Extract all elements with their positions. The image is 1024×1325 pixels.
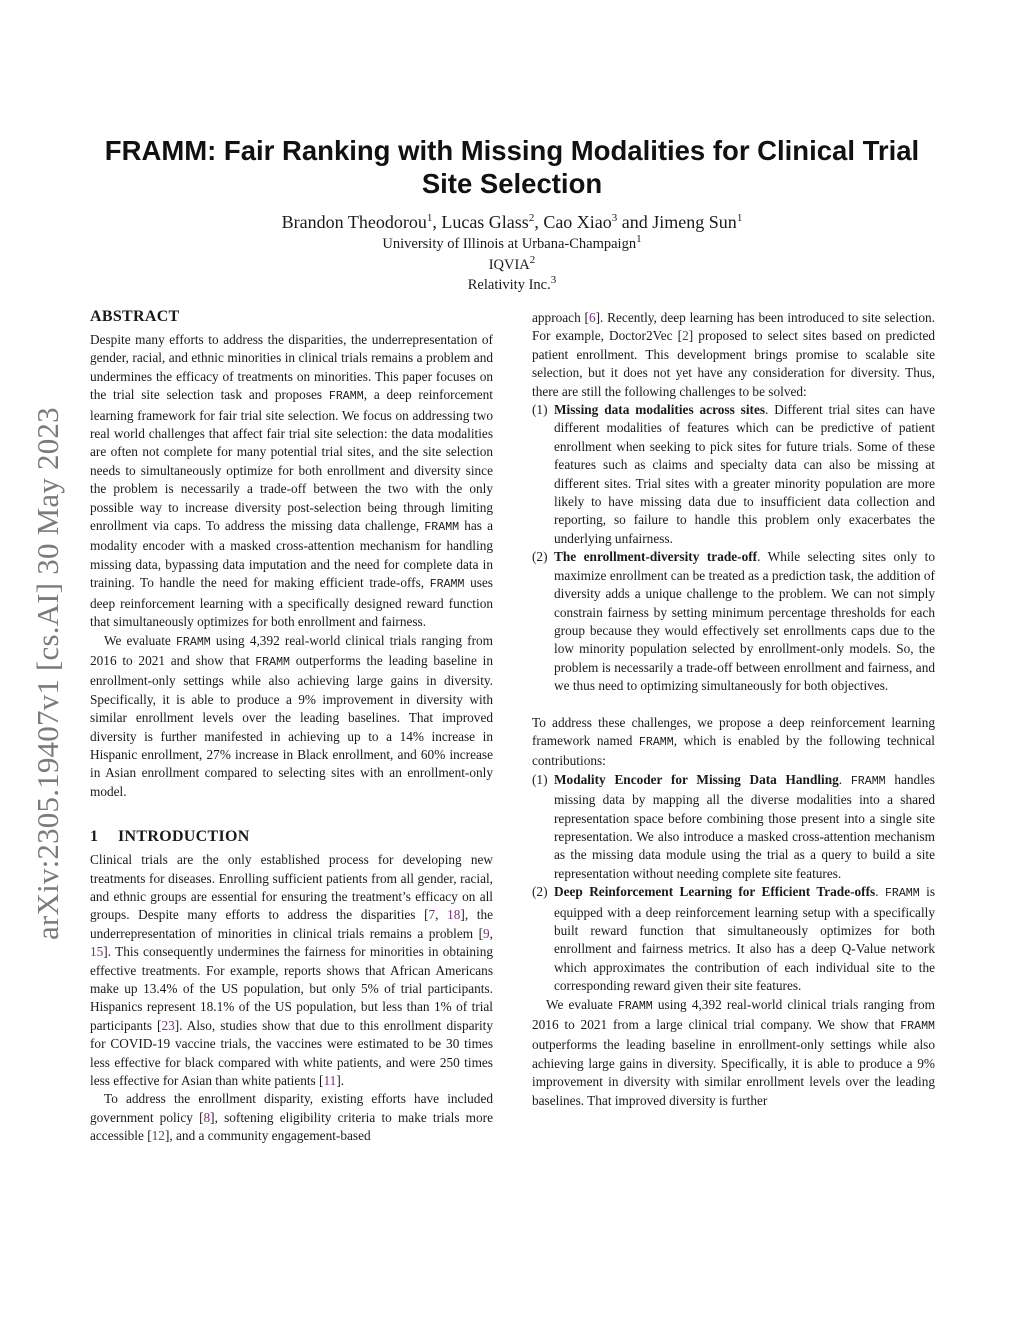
text-run: , xyxy=(489,925,493,941)
text-run: using 4,392 real-world clinical trials ranging from 2016 to 2021 from a large clinical trial company. We show that xyxy=(532,996,935,1033)
list-item-title: Modality Encoder for Missing Data Handling xyxy=(554,771,839,787)
affiliation xyxy=(80,235,944,253)
list-label: (1) xyxy=(532,402,548,418)
method-name: FRAMM xyxy=(617,999,653,1013)
method-name: FRAMM xyxy=(429,578,465,592)
list-item xyxy=(532,548,935,695)
introduction-heading xyxy=(90,827,493,847)
text-run: . Different trial sites can have different modalities of features which can be predictive of patient enrollment when seeking to pick sites for future trials. Some of these features such as claims and specialty data can also be missing at different sites. Trial sites with a greater minority population are more likely to have missing data due to insufficient data collection and reporting, so failure to handle this problem only exacerbates the underlying unfairness. xyxy=(554,402,935,546)
text-run: To address these challenges, we propose a deep reinforcement learning framework named xyxy=(532,714,935,748)
author-affiliation-mark: 1 xyxy=(736,212,743,224)
affiliation-name: Relativity Inc. xyxy=(467,277,551,293)
author-affiliation-mark: 2 xyxy=(528,212,535,224)
introduction-paragraph xyxy=(90,851,493,1090)
text-run: handles missing data by mapping all the diverse modalities into a shared representation space before combining those present into a single site representation. We also introduce a masked cross-attention mechanism as the missing data module using the trial as a query to build a site representation without needing complete site features. xyxy=(554,771,935,881)
text-run: ] proposed to select sites based on predicted patient enrollment. This development brings promise to scalable site selection, but it does not yet have any consideration for diversity. Thus, there are still the following challenges to be solved: xyxy=(532,328,936,399)
author-name: Lucas Glass xyxy=(441,212,529,232)
challenge-list xyxy=(532,401,935,696)
affiliation xyxy=(80,256,944,274)
citation-link[interactable]: 7 xyxy=(428,907,436,923)
left-column xyxy=(90,307,493,1146)
affiliation-name: University of Illinois at Urbana-Champaign xyxy=(382,236,637,252)
arxiv-identifier: arXiv:2305.19407v1 [cs.AI] 30 May 2023 xyxy=(30,407,65,940)
citation-link[interactable]: 2 xyxy=(682,328,689,344)
method-name: FRAMM xyxy=(255,655,290,669)
text-run: ], and a community engagement-based xyxy=(164,1128,371,1144)
list-item-title: Deep Reinforcement Learning for Efficient Trade-offs xyxy=(554,884,876,900)
paper-title-line-1: FRAMM: Fair Ranking with Missing Modalities for Clinical Trial xyxy=(104,135,920,166)
method-name: FRAMM xyxy=(424,521,460,535)
citation-link[interactable]: 18 xyxy=(447,907,461,923)
text-run: Clinical trials are the only established process for developing new treatments for diseases. Enrolling sufficient patients from all gender, racial, and ethnic groups are essential for ensuring the treatment’s efficacy on all groups. Despite many efforts to address the disparities [ xyxy=(90,852,493,923)
text-run: We evaluate xyxy=(104,632,176,648)
text-run: We evaluate xyxy=(546,996,618,1012)
right-column xyxy=(532,309,935,1110)
text-run: To address the enrollment disparity, existing efforts have included government policy [ xyxy=(90,1091,493,1125)
text-run: , a deep reinforcement learning framework for fair trial site selection. We focus on addressing two real world challenges that affect fair trial site selection: the data modalities are often not complete for many potential trial sites, and the site selection needs to simultaneously optimize for both enrollment and diversity since the problem is necessarily a trade-off between the two with the only possible way to increase diversity post-selection being through limiting enrollment via caps. To address the missing data challenge, xyxy=(90,387,493,534)
section-title: INTRODUCTION xyxy=(118,828,250,846)
author-separator: and xyxy=(617,212,653,232)
body-paragraph xyxy=(532,714,935,771)
paper-title xyxy=(80,134,944,200)
method-name: FRAMM xyxy=(328,390,364,404)
author-name: Jimeng Sun xyxy=(652,212,737,232)
text-run: ]. This consequently undermines the fairness for minorities in obtaining effective treatments. For example, reports shows that African Americans make up 13.4% of the US population, but only 5% of trial participants. Hispanics represent 18.1% of the US population, but less than 1% of trial participants [ xyxy=(90,944,493,1033)
text-run: has a modality encoder with a masked cross-attention mechanism for handling missing data, bypassing data imputation and the need for complete data in training. To handle the need for making efficient trade-offs, xyxy=(90,518,493,591)
list-item-title: Missing data modalities across sites xyxy=(554,402,766,418)
text-run: Despite many efforts to address the disparities, the underrepresentation of gender, racial, and ethnic minorities in clinical trials remains a problem and undermines the efficacy of treatments on minorities. This paper focuses on the trial site selection task and proposes xyxy=(90,332,493,403)
list-item-title: The enrollment-diversity trade-off xyxy=(554,549,758,565)
list-label: (2) xyxy=(532,884,548,900)
method-name: FRAMM xyxy=(884,887,920,901)
text-run: ]. Also, studies show that due to this enrollment disparity for COVID-19 vaccine trials, the vaccines were estimated to be 30 times less effective for black compared with white patients, and were 250 times less effective for Asian than white patients [ xyxy=(90,1017,493,1089)
paper-title-line-2: Site Selection xyxy=(421,168,603,199)
affiliation xyxy=(80,276,944,294)
method-name: FRAMM xyxy=(638,735,674,749)
body-paragraph xyxy=(532,996,935,1110)
text-run: approach [ xyxy=(532,310,589,325)
affiliation-mark: 3 xyxy=(550,274,557,287)
text-run: outperforms the leading baseline in enrollment-only settings while also achieving large gains in diversity. Specifically, it is able to produce a 9% improvement in diversity with similar enrollment levels over the leading baselines. That improved diversity is further xyxy=(532,1037,935,1108)
text-run: ]. xyxy=(336,1073,345,1089)
list-label: (1) xyxy=(532,771,548,787)
text-run: , xyxy=(435,907,448,923)
text-run: is equipped with a deep reinforcement learning setup with a specifically built reward function that simultaneously optimizes for both enrollment and fairness metrics. It also has a deep Q-Value network which approximates the contribution of each individual site to the corresponding reward given their site features. xyxy=(554,884,935,994)
citation-link[interactable]: 11 xyxy=(323,1073,337,1089)
author-separator: , xyxy=(534,212,544,232)
author-affiliation-mark: 3 xyxy=(611,212,618,224)
citation-link[interactable]: 12 xyxy=(151,1128,165,1144)
author-separator: , xyxy=(432,212,442,232)
text-run: , which is enabled by the following technical contributions: xyxy=(532,732,935,769)
author-name: Cao Xiao xyxy=(543,212,612,232)
contribution-list xyxy=(532,771,935,996)
text-run: . xyxy=(838,771,851,787)
body-paragraph xyxy=(532,309,935,401)
list-item xyxy=(532,771,935,883)
list-item xyxy=(532,883,935,995)
citation-link[interactable]: 6 xyxy=(588,310,596,325)
text-run: uses deep reinforcement learning with a specifically designed reward function that simultaneously optimizes for both enrollment and fairness. xyxy=(90,575,493,630)
method-name: FRAMM xyxy=(900,1020,935,1034)
text-run: . xyxy=(875,884,885,900)
text-run: outperforms the leading baseline in enrollment-only settings while also achieving large gains in diversity. Specifically, it is able to produce a 9% improvement in diversity with similar enrollment levels over the leading baselines. That improved diversity is further manifested in achieving up to a 14% increase in Hispanic enrollment, 27% increase in Black enrollment, and 60% increase in Asian enrollment compared to selecting sites with an enrollment-only model. xyxy=(90,652,493,799)
text-run: ]. Recently, deep learning has been introduced to site selection. For example, Doctor2Vec [ xyxy=(532,310,935,344)
text-run: ], softening eligibility criteria to make trials more accessible [ xyxy=(90,1109,493,1144)
affiliation-name: IQVIA xyxy=(488,257,530,273)
introduction-paragraph xyxy=(90,1090,493,1145)
citation-link[interactable]: 9 xyxy=(483,925,490,941)
affiliation-mark: 2 xyxy=(529,254,536,267)
author-name: Brandon Theodorou xyxy=(281,212,427,232)
method-name: FRAMM xyxy=(175,635,211,649)
citation-link[interactable]: 8 xyxy=(203,1109,211,1125)
method-name: FRAMM xyxy=(850,774,886,788)
text-run: using 4,392 real-world clinical trials ranging from 2016 to 2021 and show that xyxy=(90,632,493,668)
text-run: ], the underrepresentation of minorities in clinical trials remains a problem [ xyxy=(90,907,493,941)
abstract-paragraph xyxy=(90,632,493,802)
affiliation-mark: 1 xyxy=(636,233,642,246)
abstract-heading: ABSTRACT xyxy=(90,308,180,325)
citation-link[interactable]: 15 xyxy=(90,944,104,960)
abstract-paragraph xyxy=(90,331,493,632)
citation-link[interactable]: 23 xyxy=(161,1017,175,1033)
author-affiliation-mark: 1 xyxy=(426,212,433,224)
list-item xyxy=(532,401,935,548)
section-number: 1 xyxy=(90,828,99,846)
list-label: (2) xyxy=(532,549,548,565)
author-list xyxy=(80,210,944,234)
text-run: . While selecting sites only to maximize enrollment can be treated as a prediction task, the addition of diversity adds a unique challenge to the problem. We can not simply constrain fairness by setting minimum percentage thresholds for each group because they would effectively set enrollments caps due to the low minority population selected by enrollment-only models. So, the problem is necessarily a trade-off between enrollment and fairness, and we thus need to optimizing simultaneously for both objectives. xyxy=(554,549,936,694)
